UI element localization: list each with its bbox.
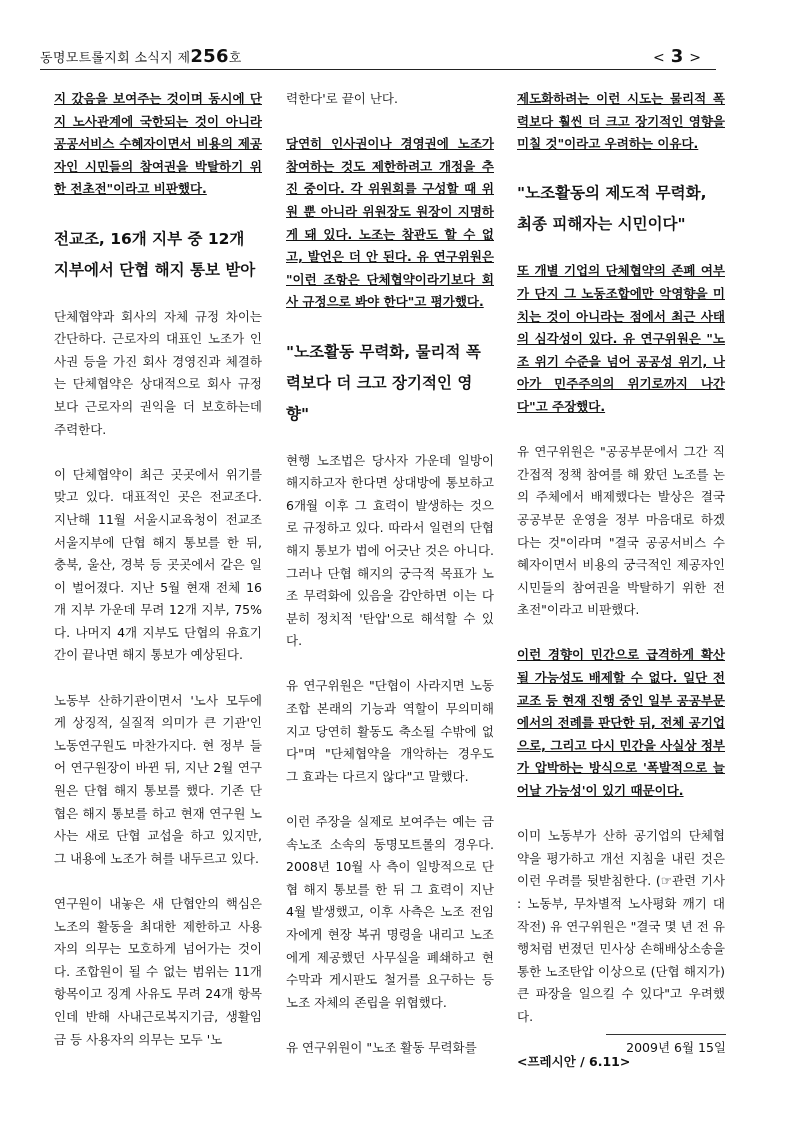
column-left <box>54 88 262 1074</box>
paragraph: 력한다'로 끝이 난다. <box>286 91 398 106</box>
newsletter-header <box>40 44 715 68</box>
paragraph: 연구원이 내놓은 새 단협안의 핵심은 노조의 활동을 최대한 제한하고 사용자의 의무는 모호하게 넘어가는 것이다. 조합원이 될 수 없는 범위는 11개 항목이고 징계 사유도 무려 24개 항목인데 반해 사내근로복지기금, 생활임금 등 사용자의 의무는 모두 '노 <box>54 896 262 1047</box>
section-heading: 전교조, 16개 지부 중 12개 지부에서 단협 해지 통보 받아 <box>54 229 256 279</box>
footer-divider <box>606 1034 726 1035</box>
paragraph: 제도화하려는 이런 시도는 물리적 폭력보다 훨씬 더 크고 장기적인 영향을 미칠 것"이라고 우려하는 이유다. <box>517 91 725 152</box>
paragraph: 지 갔음을 보여주는 것이며 동시에 단지 노사관계에 국한되는 것이 아니라 공공서비스 수혜자이면서 비용의 제공자인 시민들의 참여권을 박탈하기 위한 전초전"이라고 비판했다. <box>54 91 262 197</box>
page-indicator: < 3 > <box>653 46 701 67</box>
paragraph: 단체협약과 회사의 자체 규정 차이는 간단하다. 근로자의 대표인 노조가 인사권 등을 가진 회사 경영진과 체결하는 단체협약은 상대적으로 회사 규정보다 근로자의 권익을 더 보호하는데 주력한다. <box>54 308 262 437</box>
section-heading: "노조활동 무력화, 물리적 폭력보다 더 크고 장기적인 영향" <box>286 342 481 423</box>
paragraph: 유 연구위원이 "노조 활동 무력화를 <box>286 1039 477 1055</box>
paragraph: 당연히 인사권이나 경영권에 노조가 참여하는 것도 제한하려고 개정을 추진 중이다. 각 위원회를 구성할 때 위원 뿐 아니라 위원장도 원장이 지명하게 돼 있다. 노조는 참관도 할 수 없고, 발언은 더 안 된다. 유 연구위원은 "이런 조항은 단체협약이라기보다 회사 규정으로 봐야 한다"고 평가했다. <box>286 136 494 310</box>
section-heading: "노조활동의 제도적 무력화, 최종 피해자는 시민이다" <box>517 184 707 234</box>
paragraph: 노동부 산하기관이면서 '노사 모두에게 상징적, 실질적 의미가 큰 기관'인 노동연구원도 마찬가지다. 현 정부 들어 연구원장이 바뀐 뒤, 지난 2월 연구원은 단협 해지 통보를 했다. 기존 단협은 해지 통보를 하고 현재 연구원 노사는 새로 단협 교섭을 하고 있지만, 그 내용에 노조가 혀를 내두르고 있다. <box>54 692 262 866</box>
paragraph: 이런 주장을 실제로 보여주는 예는 금속노조 소속의 동명모트롤의 경우다. 2008년 10월 사 측이 일방적으로 단협 해지 통보를 한 뒤 그 효력이 지난 4월 발생했고, 이후 사측은 노조 전임자에게 현장 복귀 명령을 내리고 노조에게 제공했던 사무실을 폐쇄하고 현수막과 게시판도 철거를 요구하는 등 노조 자체의 존립을 위협했다. <box>286 814 494 1010</box>
paragraph: 유 연구위원은 "단협이 사라지면 노동조합 본래의 기능과 역할이 무의미해지고 당연히 활동도 축소될 수밖에 없다"며 "단체협약을 개악하는 경우도 그 효과는 다르지 않다"고 말했다. <box>286 678 494 784</box>
paragraph: 현행 노조법은 당사자 가운데 일방이 해지하고자 한다면 상대방에 통보하고 6개월 이후 그 효력이 발생하는 것으로 규정하고 있다. 따라서 일련의 단협 해지 통보가 법에 어긋난 것은 아니다. 그러나 단협 해지의 궁극적 목표가 노조 무력화에 있음을 감안하면 이는 다분히 정치적 '탄압'으로 해석할 수 있다. <box>286 452 494 649</box>
column-right <box>517 88 725 1074</box>
paragraph: 이 단체협약이 최근 곳곳에서 위기를 맞고 있다. 대표적인 곳은 전교조다. 지난해 11월 서울시교육청이 전교조 서울지부에 단협 해지 통보를 한 뒤, 충북, 울산, 경북 등 곳곳에서 같은 일이 벌어졌다. 지난 5월 현재 전체 16개 지부 가운데 무려 12개 지부, 75%다. 나머지 4개 지부도 단협의 유효기간이 끝나면 해지 통보가 예상된다. <box>54 466 262 663</box>
header-divider <box>40 69 716 70</box>
paragraph: 이미 노동부가 산하 공기업의 단체협약을 평가하고 개선 지침을 내린 것은 이런 우려를 뒷받침한다. (☞관련 기사 : 노동부, 무차별적 노사평화 깨기 대작전) 유 연구위원은 "결국 몇 년 전 유행처럼 번졌던 민사상 손해배상소송을 통한 노조탄압 이상으로 (단협 해지가) 큰 파장을 일으킬 수 있다"고 우려했다. <box>517 828 725 1024</box>
source-credit: <프레시안 / 6.11> <box>517 1054 631 1070</box>
paragraph: 이런 경향이 민간으로 급격하게 확산될 가능성도 배제할 수 없다. 일단 전교조 등 현재 진행 중인 일부 공공부문에서의 전례를 판단한 뒤, 전체 공기업으로, 그리고 다시 민간을 사실상 정부가 압박하는 방식으로 '폭발적으로 늘어날 가능성'이 있기 때문이다. <box>517 647 725 799</box>
page-number: 3 <box>670 46 684 67</box>
issue-number: 256 <box>190 46 229 67</box>
paragraph: 유 연구위원은 "공공부문에서 그간 직간접적 정책 참여를 해 왔던 노조를 논의 주체에서 배제했다는 발상은 결국 공공부문 운영을 정부 마음대로 하겠다는 것"이라며 "결국 공공서비스 수혜자이면서 비용의 궁극적인 제공자인 시민들의 참여권을 박탈하기 위한 전초전"이라고 비판했다. <box>517 444 725 618</box>
newsletter-title: 동명모트롤지회 소식지 제256호 <box>40 46 242 67</box>
column-middle <box>286 88 494 1082</box>
issue-date: 2009년 6월 15일 <box>626 1040 726 1055</box>
paragraph: 또 개별 기업의 단체협약의 존폐 여부가 단지 그 노동조합에만 악영향을 미치는 것이 아니라는 점에서 최근 사태의 심각성이 있다. 유 연구위원은 "노조 위기 수준을 넘어 공공성 위기, 나아가 민주주의의 위기로까지 나간다"고 주장했다. <box>517 263 725 414</box>
